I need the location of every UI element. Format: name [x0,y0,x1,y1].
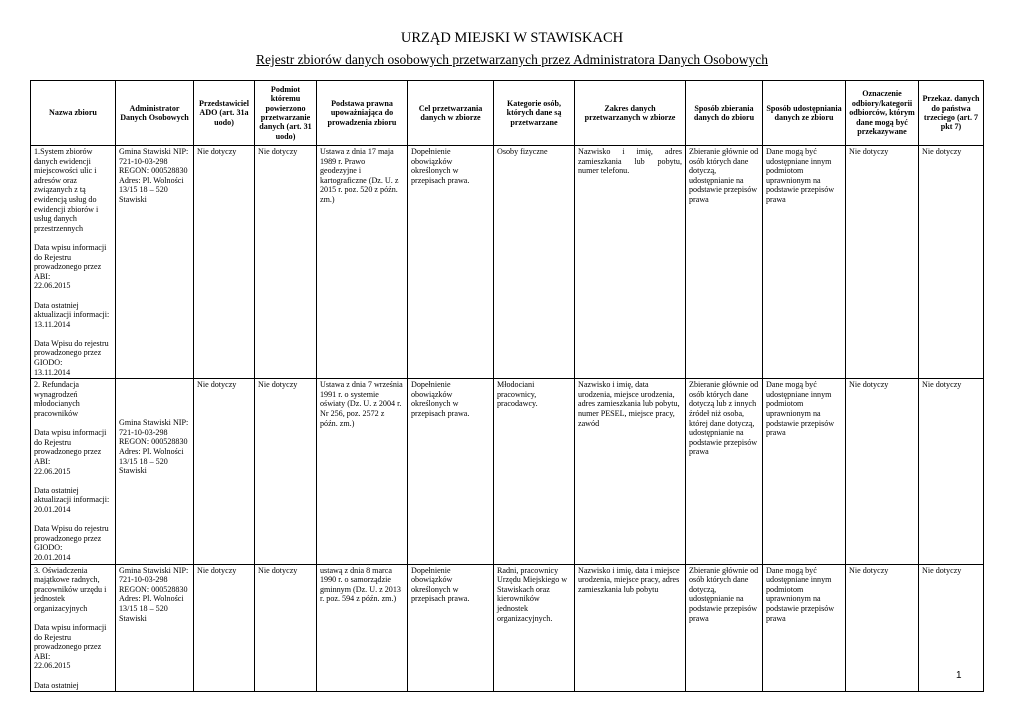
recipients-cell: Nie dotyczy [846,146,919,379]
update-date-label: Data ostatniej aktualizacji informacji: [34,485,110,505]
document-subtitle: Rejestr zbiorów danych osobowych przetwarzanych przez Administratora Danych Osobowych [255,52,769,67]
dataset-name: 1.System zbiorów danych ewidencji miejscowości ulic i adresów oraz związanych z tą ewidencją usług do ewidencji zbiorów i usług danych przestrzennych [34,147,99,233]
collection-cell: Zbieranie głównie od osób których dane dotyczą, udostępnianie na podstawie przepisów prawa [686,146,763,379]
update-date-label: Data ostatniej aktualizacji informacji: [34,300,110,320]
recipients-cell: Nie dotyczy [846,564,919,692]
column-header: Administrator Danych Osobowych [116,81,194,146]
administrator-text: Gmina Stawiski NIP: 721-10-03-298 REGON: 000528830 Adres: Pl. Wolności 13/15 18 – 520 Stawiski [119,418,189,476]
purpose-cell: Dopełnienie obowiązków określonych w przepisach prawa. [408,379,494,564]
column-header: Sposób udostępniania danych ze zbioru [763,81,846,146]
column-header: Cel przetwarzania danych w zbiorze [408,81,494,146]
page-number: 1 [956,670,962,681]
sharing-cell: Dane mogą być udostępniane innym podmiotom uprawnionym na podstawie przepisów prawa [763,146,846,379]
update-date: 20.01.2014 [34,504,71,514]
giodo-date: 20.01.2014 [34,552,71,562]
dataset-name-cell [31,564,116,692]
legal-basis-cell: Ustawa z dnia 7 września 1991 r. o systemie oświaty (Dz. U. z 2004 r. Nr 256, poz. 2572 z późn. zm.) [317,379,408,564]
representative-cell: Nie dotyczy [194,146,255,379]
dataset-name-cell [31,146,116,379]
column-header: Przekaz. danych do państwa trzeciego (art. 7 pkt 7) [919,81,984,146]
dataset-name: 3. Oświadczenia majątkowe radnych, pracowników urzędu i jednostek organizacyjnych [34,565,107,613]
representative-cell: Nie dotyczy [194,564,255,692]
categories-cell: Młodociani pracownicy, pracodawcy. [494,379,575,564]
administrator-cell: Gmina Stawiski NIP: 721-10-03-298 REGON: 000528830 Adres: Pl. Wolności 13/15 18 – 520 Stawiski [116,146,194,379]
collection-cell: Zbieranie głównie od osób których dane dotyczą lub z innych źródeł niż osoba, której dane dotyczą, udostępnianie na podstawie przepisów prawa [686,379,763,564]
giodo-date: 13.11.2014 [34,367,71,377]
column-header: Oznaczenie odbiory/kategorii odbiorców, którym dane mogą być przekazywane [846,81,919,146]
representative-cell: Nie dotyczy [194,379,255,564]
document-title: URZĄD MIEJSKI W STAWISKACH [400,30,624,46]
scope-cell: Nazwisko i imię, data urodzenia, miejsce urodzenia, adres zamieszkania lub pobytu, numer PESEL, miejsce pracy, zawód [575,379,686,564]
administrator-cell [116,379,194,564]
update-date-label: Data ostatniej [34,680,79,690]
entry-date: 22.06.2015 [34,661,71,671]
recipients-cell: Nie dotyczy [846,379,919,564]
column-header: Podstawa prawna upoważniająca do prowadzenia zbioru [317,81,408,146]
third-country-cell: Nie dotyczy [919,146,984,379]
entry-date-label: Data wpisu informacji do Rejestru prowadzonego przez ABI: [34,242,107,281]
dataset-name: 2. Refundacja wynagrodzeń młodocianych pracowników [34,380,80,419]
sharing-cell: Dane mogą być udostępniane innym podmiotom uprawnionym na podstawie przepisów prawa [763,379,846,564]
categories-cell: Osoby fizyczne [494,146,575,379]
processor-cell: Nie dotyczy [255,379,317,564]
column-header: Przedstawiciel ADO (art. 31a uodo) [194,81,255,146]
giodo-date-label: Data Wpisu do rejestru prowadzonego przez GIODO: [34,524,109,553]
dataset-name-cell [31,379,116,564]
column-header: Sposób zbierania danych do zbioru [686,81,763,146]
giodo-date-label: Data Wpisu do rejestru prowadzonego przez GIODO: [34,338,109,368]
categories-cell: Radni, pracownicy Urzędu Miejskiego w Stawiskach oraz kierowników jednostek organizacyjnych. [494,564,575,692]
column-header: Podmiot któremu powierzono przetwarzanie danych (art. 31 uodo) [255,81,317,146]
table-header-row [31,81,984,146]
table-row [31,146,984,379]
processor-cell: Nie dotyczy [255,146,317,379]
legal-basis-cell: Ustawa z dnia 17 maja 1989 r. Prawo geodezyjne i kartograficzne (Dz. U. z 2015 r. poz. 520 z późn. zm.) [317,146,408,379]
entry-date-label: Data wpisu informacji do Rejestru prowadzonego przez ABI: [34,428,107,466]
scope-cell: Nazwisko i imię, adres zamieszkania lub pobytu, numer telefonu. [575,146,686,379]
purpose-cell: Dopełnienie obowiązków określonych w przepisach prawa. [408,564,494,692]
table-row [31,379,984,564]
purpose-cell: Dopełnienie obowiązków określonych w przepisach prawa. [408,146,494,379]
entry-date: 22.06.2015 [34,466,71,476]
column-header: Kategorie osób, których dane są przetwarzane [494,81,575,146]
third-country-cell: Nie dotyczy [919,564,984,692]
entry-date-label: Data wpisu informacji do Rejestru prowadzonego przez ABI: [34,623,107,661]
administrator-cell: Gmina Stawiski NIP: 721-10-03-298 REGON: 000528830 Adres: Pl. Wolności 13/15 18 – 520 Stawiski [116,564,194,692]
scope-cell: Nazwisko i imię, data i miejsce urodzenia, miejsce pracy, adres zamieszkania lub pobytu [575,564,686,692]
table-row [31,564,984,692]
column-header: Zakres danych przetwarzanych w zbiorze [575,81,686,146]
collection-cell: Zbieranie głównie od osób których dane dotyczą, udostępnianie na podstawie przepisów prawa [686,564,763,692]
legal-basis-cell: ustawą z dnia 8 marca 1990 r. o samorządzie gminnym (Dz. U. z 2013 r. poz. 594 z późn. zm.) [317,564,408,692]
register-table [30,80,984,692]
sharing-cell: Dane mogą być udostępniane innym podmiotom uprawnionym na podstawie przepisów prawa [763,564,846,692]
processor-cell: Nie dotyczy [255,564,317,692]
column-header: Nazwa zbioru [31,81,116,146]
update-date: 13.11.2014 [34,319,71,329]
third-country-cell: Nie dotyczy [919,379,984,564]
entry-date: 22.06.2015 [34,281,71,291]
